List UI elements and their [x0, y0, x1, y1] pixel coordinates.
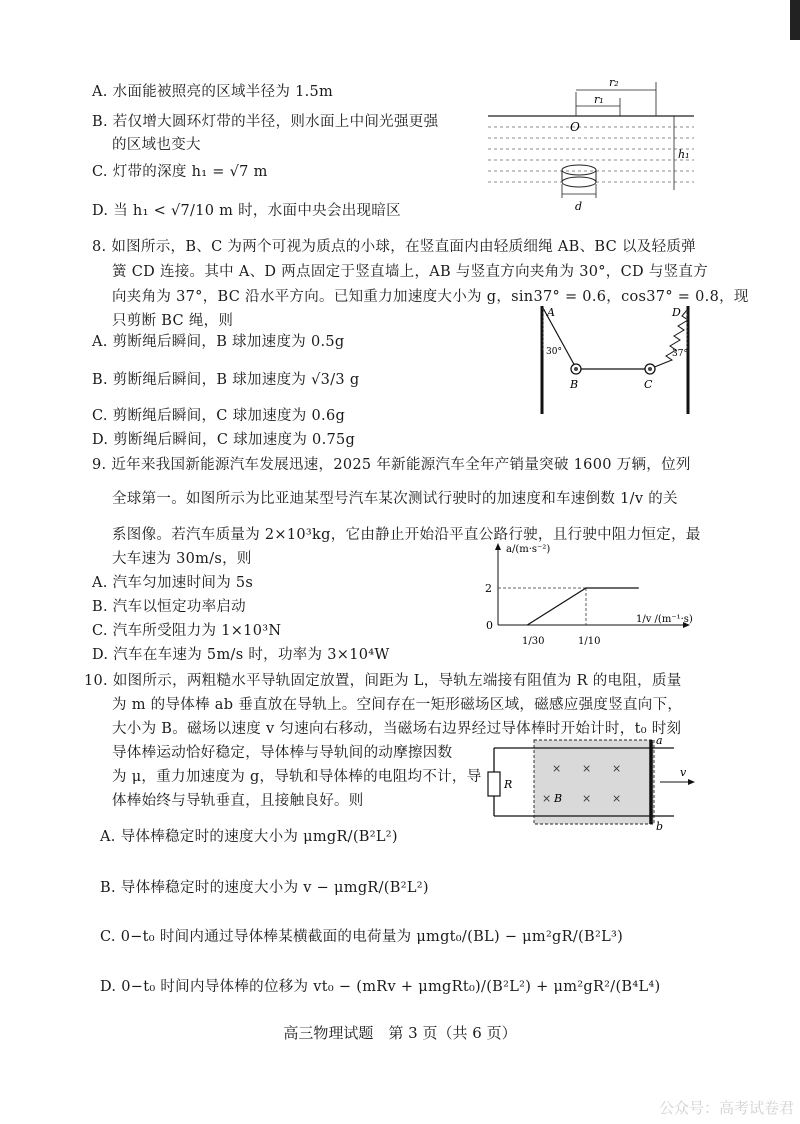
q7-label-r2: r₂ [609, 76, 619, 89]
q7-label-h1: h₁ [678, 148, 690, 161]
q9-stem-line2: 全球第一。如图所示为比亚迪某型号汽车某次测试行驶时的加速度和车速倒数 1/v 的关 [112, 491, 678, 507]
q10-stem-line4: 导体棒运动恰好稳定，导体棒与导轨间的动摩擦因数 [112, 745, 453, 761]
q10-stem-line1: 10. 如图所示，两粗糙水平导轨固定放置，间距为 L，导轨左端接有阻值为 R 的电阻，质量 [84, 673, 682, 689]
q7-label-d: d [575, 200, 583, 213]
q10-field-mark: × [542, 792, 552, 805]
q10-field-mark: × [582, 792, 592, 805]
binding-edge-mark [790, 0, 800, 40]
page-footer: 高三物理试题 第 3 页（共 6 页） [283, 1024, 517, 1042]
q10-stem-line6: 体棒始终与导轨垂直，且接触良好。则 [112, 793, 364, 809]
q9-stem-line4: 大车速为 30m/s，则 [112, 551, 252, 567]
q10-label-b: b [656, 820, 664, 833]
q8-angle-30: 30° [546, 347, 562, 357]
q8-label-d: D [672, 306, 681, 319]
q10-field-mark: × [612, 792, 622, 805]
q10-label-r: R [504, 778, 513, 791]
q10-option-c: C. 0−t₀ 时间内通过导体棒某横截面的电荷量为 μmgt₀/(BL) − μm²gR/(B²L³) [100, 929, 624, 945]
q8-stem-line3: 向夹角为 37°，BC 沿水平方向。已知重力加速度大小为 g，sin37° = 0.6，cos37° = 0.8，现 [112, 289, 749, 305]
q7-option-b-line1: B. 若仅增大圆环灯带的半径，则水面上中间光强更强 [92, 114, 439, 130]
q10-option-b: B. 导体棒稳定时的速度大小为 v − μmgR/(B²L²) [100, 880, 429, 896]
q8-label-a: A [547, 306, 555, 319]
q9-option-b: B. 汽车以恒定功率启动 [92, 599, 246, 615]
q8-spring-figure [530, 302, 700, 417]
q9-x-axis-label: 1/v /(m⁻¹·s) [636, 614, 693, 625]
q7-label-o: O [570, 120, 580, 134]
q10-rail-figure [484, 734, 704, 834]
q10-stem-line5: 为 μ，重力加速度为 g，导轨和导体棒的电阻均不计，导 [112, 769, 482, 785]
q8-option-d: D. 剪断绳后瞬间，C 球加速度为 0.75g [92, 432, 356, 448]
q10-option-a: A. 导体棒稳定时的速度大小为 μmgR/(B²L²) [100, 829, 398, 845]
q9-series-line [527, 588, 639, 625]
q8-stem-line1: 8. 如图所示，B、C 为两个可视为质点的小球，在竖直面内由轻质细绳 AB、BC 以及轻质弹 [92, 239, 696, 255]
q7-option-c: C. 灯带的深度 h₁ = √7 m [92, 164, 268, 180]
q10-field-mark: × [552, 762, 562, 775]
q9-acceleration-chart [478, 540, 698, 665]
q7-water-figure [484, 72, 704, 232]
q7-label-r1: r₁ [594, 93, 604, 106]
q10-option-d: D. 0−t₀ 时间内导体棒的位移为 vt₀ − (mRv + μmgRt₀)/(B²L²) + μm²gR²/(B⁴L⁴) [100, 979, 661, 995]
q9-origin-label: 0 [486, 619, 493, 632]
q10-stem-line3: 大小为 B。磁场以速度 v 匀速向右移动，当磁场右边界经过导体棒时开始计时，t₀ 时刻 [112, 721, 682, 737]
q9-x-tick-1-30: 1/30 [522, 636, 545, 647]
q10-stem-line2: 为 m 的导体棒 ab 垂直放在导轨上。空间存在一矩形磁场区域，磁感应强度竖直向下， [112, 697, 683, 713]
q10-label-v: v [680, 766, 687, 779]
q7-option-d: D. 当 h₁ < √7/10 m 时，水面中央会出现暗区 [92, 203, 401, 219]
q9-stem-line3: 系图像。若汽车质量为 2×10³kg，它由静止开始沿平直公路行驶，且行驶中阻力恒定，最 [112, 527, 701, 543]
q8-label-c: C [644, 378, 653, 391]
q10-field-mark: × [612, 762, 622, 775]
q8-stem-line2: 簧 CD 连接。其中 A、D 两点固定于竖直墙上，AB 与竖直方向夹角为 30°，CD 与竖直方 [112, 264, 709, 280]
q9-option-a: A. 汽车匀加速时间为 5s [92, 575, 254, 591]
q8-angle-37: 37° [672, 349, 688, 359]
q9-option-c: C. 汽车所受阻力为 1×10³N [92, 623, 282, 639]
q9-y-axis-label: a/(m·s⁻²) [506, 544, 551, 555]
q9-option-d: D. 汽车在车速为 5m/s 时，功率为 3×10⁴W [92, 647, 390, 663]
q8-stem-line4: 只剪断 BC 绳，则 [112, 313, 234, 329]
q8-option-a: A. 剪断绳后瞬间，B 球加速度为 0.5g [92, 334, 345, 350]
q9-x-tick-1-10: 1/10 [578, 636, 601, 647]
q7-option-b-line2: 的区域也变大 [112, 137, 201, 153]
q8-option-c: C. 剪断绳后瞬间，C 球加速度为 0.6g [92, 408, 346, 424]
q9-stem-line1: 9. 近年来我国新能源汽车发展迅速，2025 年新能源汽车全年产销量突破 1600 万辆，位列 [92, 457, 691, 473]
q8-option-b: B. 剪断绳后瞬间，B 球加速度为 √3/3 g [92, 372, 360, 388]
q8-label-b: B [570, 378, 579, 391]
q10-label-a: a [656, 734, 663, 747]
q10-label-field-b: B [554, 792, 563, 805]
q7-option-a: A. 水面能被照亮的区域半径为 1.5m [92, 84, 334, 100]
q9-y-tick-2: 2 [485, 582, 492, 595]
watermark: 公众号：高考试卷君 [658, 1099, 794, 1117]
q10-field-mark: × [582, 762, 592, 775]
